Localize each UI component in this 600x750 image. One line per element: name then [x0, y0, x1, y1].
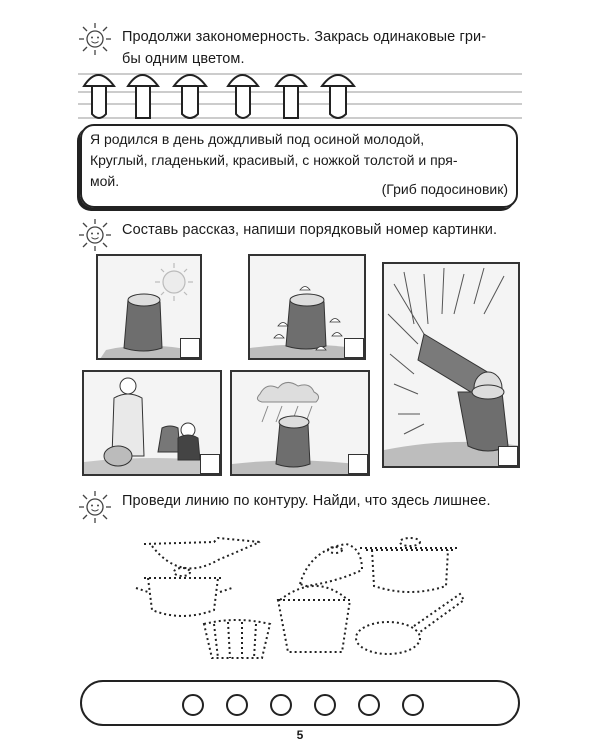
- answer-circle[interactable]: [226, 694, 248, 716]
- dotted-lid[interactable]: [300, 544, 362, 586]
- mushroom-round-2[interactable]: [174, 75, 206, 118]
- mushroom-round-3[interactable]: [228, 75, 258, 118]
- answer-circle[interactable]: [314, 694, 336, 716]
- answer-circle[interactable]: [402, 694, 424, 716]
- picture-stump-rain: [230, 370, 370, 476]
- riddle-box: [80, 124, 518, 208]
- number-box[interactable]: [348, 454, 368, 474]
- number-box[interactable]: [200, 454, 220, 474]
- dotted-frying-pan[interactable]: [356, 594, 464, 654]
- number-box[interactable]: [498, 446, 518, 466]
- mushroom-straight-1[interactable]: [128, 75, 158, 118]
- mushroom-pattern: [78, 66, 522, 124]
- answer-circle[interactable]: [358, 694, 380, 716]
- answer-bar: [80, 680, 520, 726]
- picture-stump-mushrooms: [248, 254, 366, 360]
- riddle-line-3: мой.: [90, 173, 120, 189]
- task2-text: Составь рассказ, напиши порядковый номер картинки.: [122, 222, 498, 238]
- task1-text: Продолжи закономерность. Закрась одинаковые гри- бы одним цветом.: [122, 29, 487, 67]
- sun-icon: [78, 218, 112, 252]
- dotted-bucket[interactable]: [278, 586, 350, 652]
- sun-icon: [78, 490, 112, 524]
- dotted-frying-pan-top[interactable]: [144, 538, 260, 568]
- riddle-line-1: Я родился в день дождливый под осиной молодой,: [90, 131, 425, 147]
- dotted-objects: [130, 528, 470, 668]
- answer-circle[interactable]: [182, 694, 204, 716]
- page-number: 5: [296, 728, 304, 742]
- picture-stump-sun: [96, 254, 202, 360]
- mushroom-round-4[interactable]: [322, 75, 354, 118]
- riddle-line-2: Круглый, гладенький, красивый, с ножкой толстой и пря-: [90, 152, 458, 168]
- number-box[interactable]: [344, 338, 364, 358]
- dotted-saucepan[interactable]: [136, 568, 232, 616]
- number-box[interactable]: [180, 338, 200, 358]
- dotted-big-pot[interactable]: [360, 538, 460, 592]
- mushroom-straight-2[interactable]: [276, 75, 306, 118]
- sun-icon: [78, 22, 112, 56]
- task3-text: Проведи линию по контуру. Найди, что здесь лишнее.: [122, 493, 491, 509]
- picture-people-mushrooms: [82, 370, 222, 476]
- answer-circle[interactable]: [270, 694, 292, 716]
- mushroom-round-1[interactable]: [84, 75, 114, 118]
- dotted-cake-tin[interactable]: [204, 620, 270, 658]
- picture-fallen-tree: [382, 262, 520, 468]
- riddle-answer: (Гриб подосиновик): [381, 181, 508, 197]
